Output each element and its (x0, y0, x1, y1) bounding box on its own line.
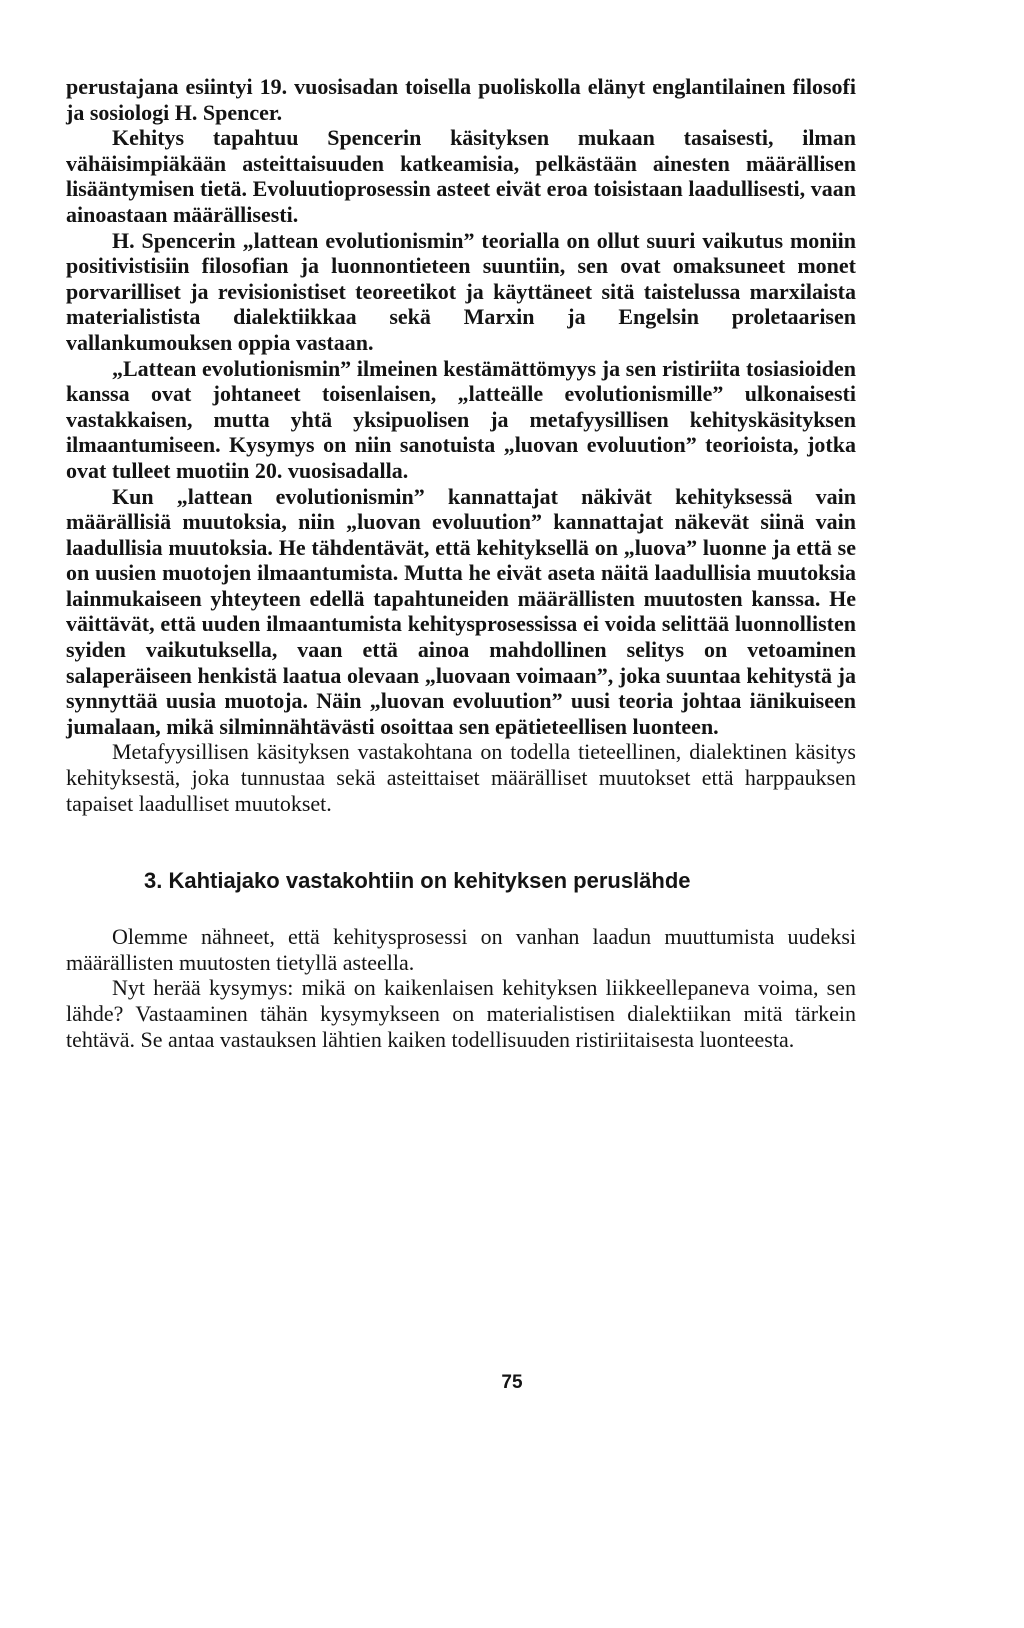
paragraph-5: Kun „lattean evolutionismin” kannattajat näkivät kehityksessä vain määrällisiä muutoksia, niin „luovan evoluution” kannattajat näkevät siinä vain laadullisia muutoksia. He tähdentävät, että kehityksellä on „luova” luonne ja että se on uusien muotojen ilmaantumista. Mutta he eivät aseta näitä laadullisia muutoksia lainmukaiseen yhteyteen edellä tapahtuneiden määrällisten muutosten kanssa. He väittävät, että uuden ilmaantumista kehitysprosessissa ei voida selittää luonnollisten syiden vaikutuksella, vaan että ainoa mahdollinen selitys on vetoaminen salaperäiseen henkistä laatua olevaan „luovaan voimaan”, joka suuntaa kehitystä ja synnyttää uusia muotoja. Näin „luovan evoluution” uusi teoria johtaa iänikuiseen jumalaan, mikä silminnähtävästi osoittaa sen epätieteellisen luonteen. (66, 483, 856, 739)
page-number: 75 (501, 1372, 523, 1393)
section-heading: 3. Kahtiajako vastakohtiin on kehityksen peruslähde (144, 868, 691, 894)
paragraph-6: Metafyysillisen käsityksen vastakohtana on todella tieteellinen, dialektinen käsitys kehityksestä, joka tunnustaa sekä asteittaiset määrälliset muutokset että harppauksen tapaiset laadulliset muutokset. (66, 739, 856, 816)
paragraph-4: „Lattean evolutionismin” ilmeinen kestämättömyys ja sen ristiriita tosiasioiden kanssa ovat johtaneet toisenlaisen, „latteälle evolutionismille” ulkonaisesti vastakkaisen, mutta yhtä yksipuolisen ja metafyysillisen kehityskäsityksen ilmaantumiseen. Kysymys on niin sanotuista „luovan evoluution” teorioista, jotka ovat tulleet muotiin 20. vuosisadalla. (66, 355, 856, 483)
paragraph-8: Nyt herää kysymys: mikä on kaikenlaisen kehityksen liikkeellepaneva voima, sen lähde? Vastaaminen tähän kysymykseen on materialistisen dialektiikan mitä tärkein tehtävä. Se antaa vastauksen lähtien kaiken todellisuuden ristiriitaisesta luonteesta. (66, 975, 856, 1052)
paragraph-3: H. Spencerin „lattean evolutionismin” teorialla on ollut suuri vaikutus moniin positivistisiin filosofian ja luonnontieteen suuntiin, sen ovat omaksuneet monet porvarilliset ja revisionistiset teoreetikot ja käyttäneet sitä taistelussa marxilaista materialistista dialektiikkaa sekä Marxin ja Engelsin proletaarisen vallankumouksen oppia vastaan. (66, 227, 856, 355)
paragraph-1: perustajana esiintyi 19. vuosisadan toisella puoliskolla elänyt englantilainen filosofi ja sosiologi H. Spencer. (66, 74, 856, 125)
book-page (66, 74, 856, 1052)
paragraph-2: Kehitys tapahtuu Spencerin käsityksen mukaan tasaisesti, ilman vähäisimpiäkään asteittaisuuden katkeamisia, pelkästään ainesten määrällisen lisääntymisen tietä. Evoluutioprosessin asteet eivät eroa toisistaan laadullisesti, vaan ainoastaan määrällisesti. (66, 125, 856, 227)
paragraph-7: Olemme nähneet, että kehitysprosessi on vanhan laadun muuttumista uudeksi määrällisten muutosten tietyllä asteella. (66, 924, 856, 975)
